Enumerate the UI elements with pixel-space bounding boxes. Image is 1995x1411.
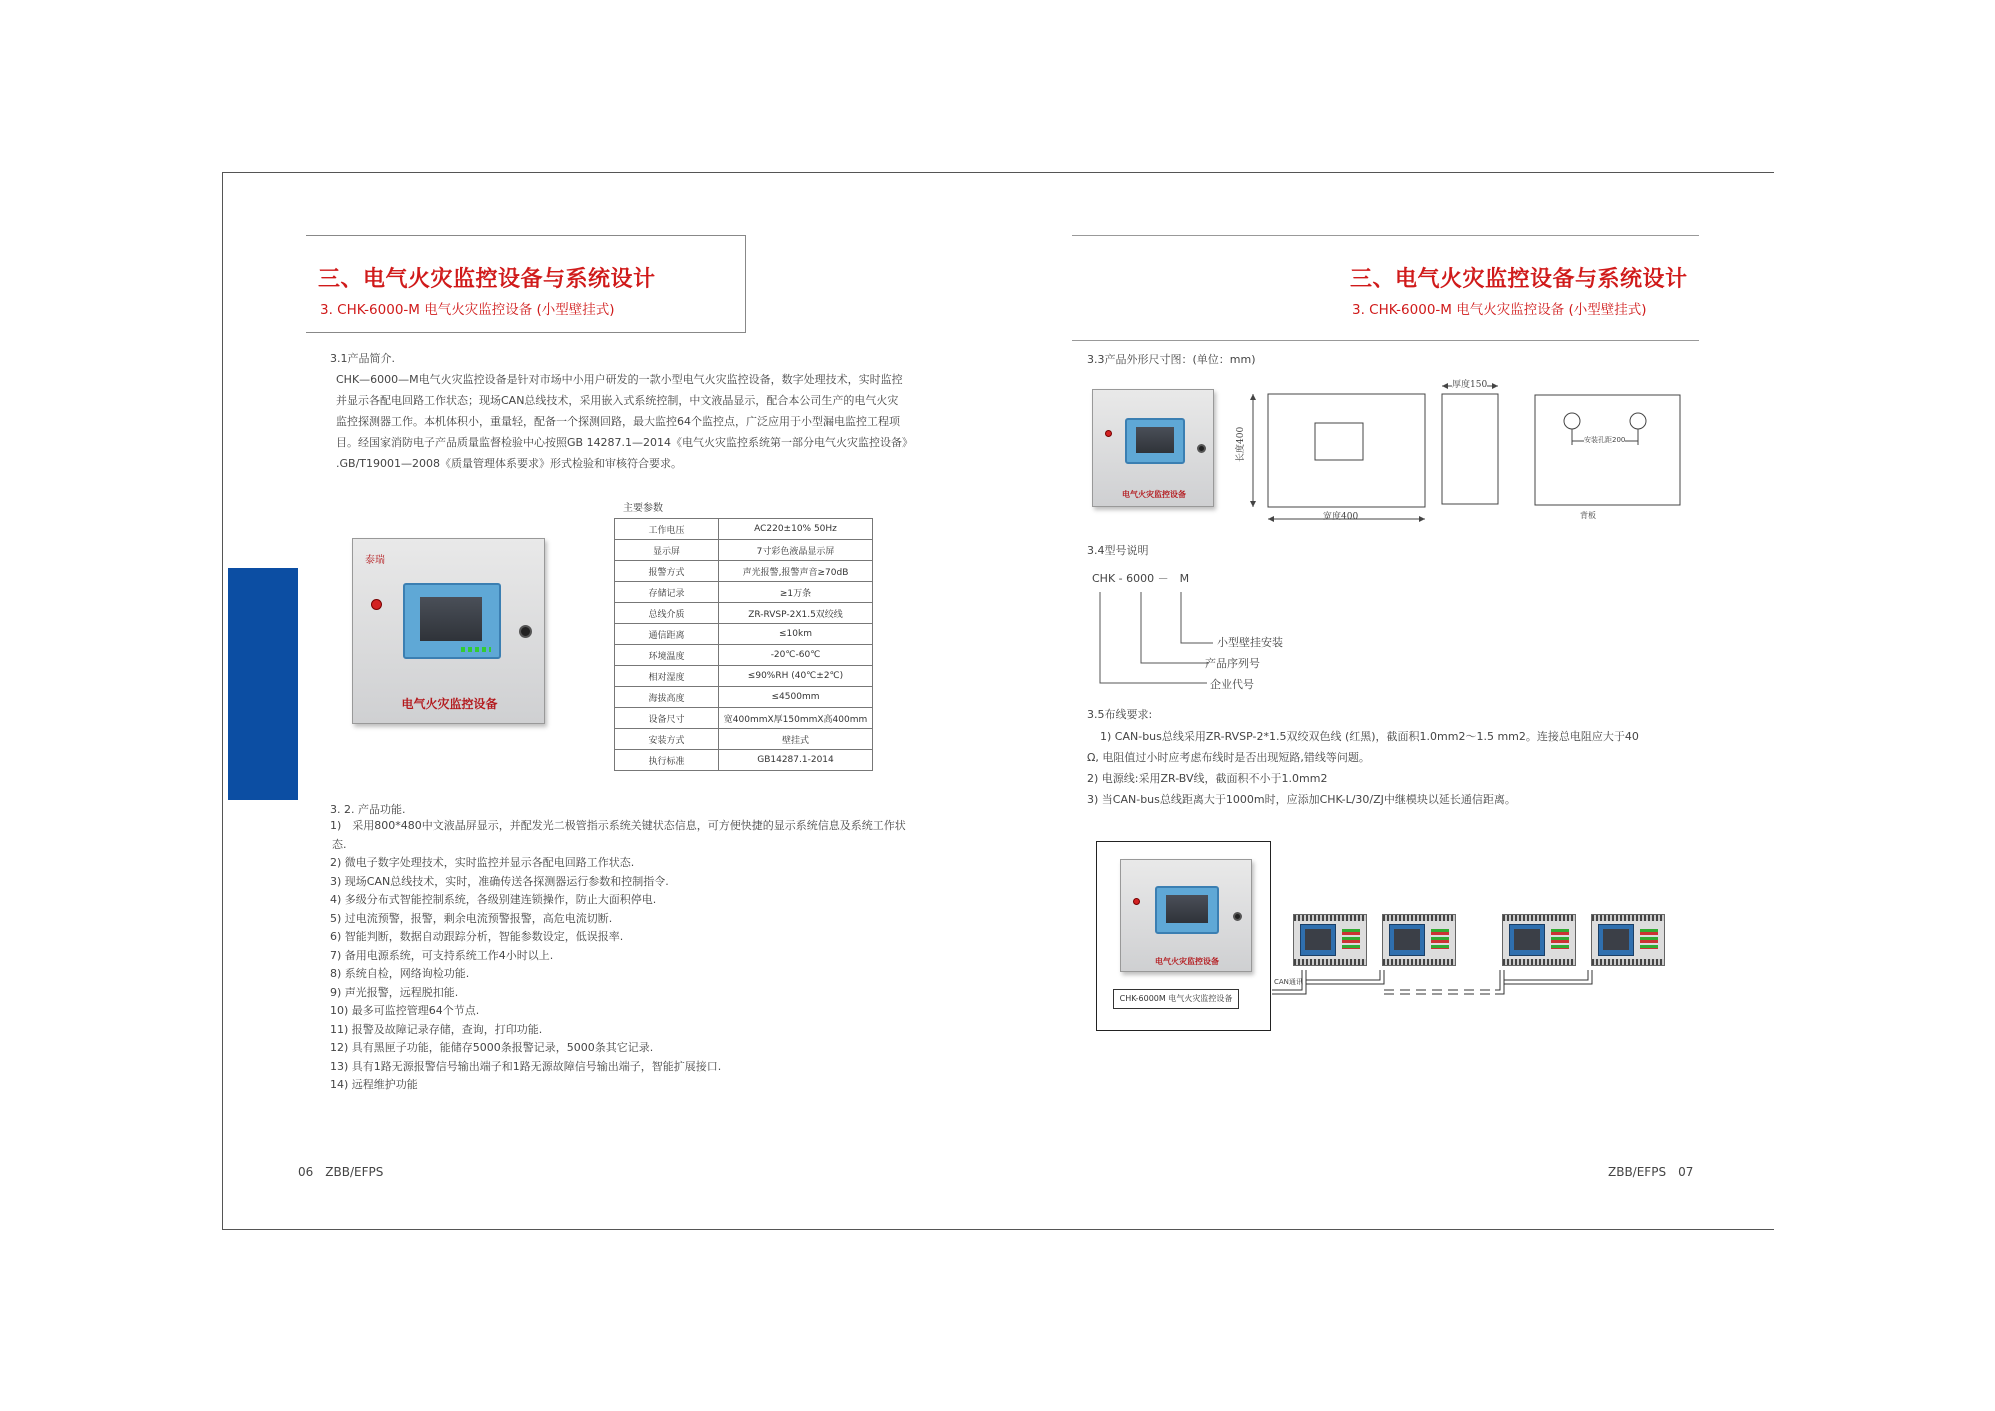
- spec-value: ≤90%RH (40℃±2℃): [719, 666, 873, 687]
- spec-key: 报警方式: [615, 561, 719, 582]
- right-page-subtitle: 3. CHK-6000-M 电气火灾监控设备 (小型壁挂式): [1352, 302, 1647, 318]
- page-frame-left: [222, 172, 223, 1230]
- func-item: 态.: [332, 837, 347, 851]
- spec-row: [615, 687, 873, 708]
- wiring-line-4: 3) 当CAN-bus总线距离大于1000m时，应添加CHK-L/30/ZJ中继模块以延长通信距离。: [1087, 793, 1516, 806]
- system-device-caption: CHK-6000M 电气火灾监控设备: [1113, 989, 1239, 1009]
- func-heading: 3. 2. 产品功能.: [330, 803, 406, 816]
- device-label-small: 电气火灾监控设备: [1122, 489, 1186, 499]
- spec-key: 相对湿度: [615, 666, 719, 687]
- spec-key: 安装方式: [615, 729, 719, 750]
- spec-value: ZR-RVSP-2X1.5双绞线: [719, 603, 873, 624]
- wiring-heading: 3.5布线要求:: [1087, 708, 1153, 721]
- front-dimension-drawing: [1245, 386, 1430, 526]
- spec-row: [615, 519, 873, 540]
- dim-width-label: 宽度400: [1323, 512, 1359, 522]
- spec-value: ≥1万条: [719, 582, 873, 603]
- func-item: 11) 报警及故障记录存储，查询，打印功能.: [330, 1022, 543, 1036]
- detector-module-2: [1382, 914, 1456, 966]
- spec-key: 海拔高度: [615, 687, 719, 708]
- right-footer: ZBB/EFPS 07: [1608, 1165, 1694, 1179]
- right-title-rule-top: [1072, 235, 1699, 236]
- dim-height-label: 长度400: [1236, 426, 1246, 462]
- model-heading: 3.4型号说明: [1087, 544, 1149, 557]
- spec-value: ≤4500mm: [719, 687, 873, 708]
- key-switch-icon: [1197, 444, 1206, 453]
- back-plate-drawing: [1532, 393, 1682, 507]
- spec-key: 总线介质: [615, 603, 719, 624]
- spec-row: [615, 645, 873, 666]
- func-item: 12) 具有黑匣子功能，能储存5000条报警记录，5000条其它记录.: [330, 1041, 654, 1054]
- system-device-label: 电气火灾监控设备: [1155, 956, 1219, 966]
- spec-key: 显示屏: [615, 540, 719, 561]
- intro-line: 监控探测器工作。本机体积小，重量轻，配备一个探测回路，最大监控64个监控点，广泛应用于小型漏电监控工程项: [336, 415, 900, 428]
- right-page-title: 三、电气火灾监控设备与系统设计: [1350, 267, 1688, 292]
- spec-row: [615, 603, 873, 624]
- alarm-indicator-icon: [1105, 430, 1112, 437]
- model-part-2: 产品序列号: [1205, 657, 1260, 670]
- spec-key: 执行标准: [615, 750, 719, 771]
- blue-side-tab: [228, 568, 298, 800]
- spec-value: 声光报警,报警声音≥70dB: [719, 561, 873, 582]
- intro-line: .GB/T19001—2008《质量管理体系要求》形式检验和审核符合要求。: [336, 457, 682, 470]
- func-item: 5) 过电流预警，报警，剩余电流预警报警，高危电流切断.: [330, 911, 613, 925]
- func-item: 13) 具有1路无源报警信号输出端子和1路无源故障信号输出端子，智能扩展接口.: [330, 1059, 722, 1073]
- dim-heading: 3.3产品外形尺寸图：(单位：mm): [1087, 353, 1256, 366]
- func-item: 14) 远程维护功能: [330, 1078, 418, 1091]
- spec-key: 存储记录: [615, 582, 719, 603]
- wiring-line-2: Ω, 电阻值过小时应考虑布线时是否出现短路,错线等问题。: [1087, 751, 1370, 764]
- device-logo: 泰瑞: [365, 555, 385, 566]
- alarm-indicator-icon: [371, 599, 382, 610]
- wiring-line-3: 2) 电源线:采用ZR-BV线，截面积不小于1.0mm2: [1087, 772, 1328, 785]
- intro-paragraph: [336, 369, 936, 474]
- spec-value: 宽400mmX厚150mmX高400mm: [719, 708, 873, 729]
- func-item: 10) 最多可监控管理64个节点.: [330, 1004, 480, 1017]
- model-part-1: 小型壁挂安装: [1217, 636, 1283, 649]
- detector-module-1: [1293, 914, 1367, 966]
- spec-value: 7寸彩色液晶显示屏: [719, 540, 873, 561]
- key-switch-icon: [519, 625, 532, 638]
- spec-key: 设备尺寸: [615, 708, 719, 729]
- intro-heading: 3.1产品简介.: [330, 352, 395, 365]
- left-footer: 06 ZBB/EFPS: [298, 1165, 384, 1179]
- back-plate-label: 背板: [1580, 511, 1596, 520]
- spec-row: [615, 666, 873, 687]
- spec-value: AC220±10% 50Hz: [719, 519, 873, 540]
- spec-value: ≤10km: [719, 624, 873, 645]
- spec-table: [614, 518, 873, 771]
- device-label: 电气火灾监控设备: [401, 697, 498, 711]
- device-photo-small: [1092, 389, 1214, 507]
- detector-module-3: [1502, 914, 1576, 966]
- intro-line: 目。经国家消防电子产品质量监督检验中心按照GB 14287.1—2014《电气火灾监控系统第一部分电气火灾监控设备》: [336, 436, 914, 449]
- spec-row: [615, 624, 873, 645]
- spec-row: [615, 582, 873, 603]
- page-frame-bottom: [222, 1229, 1774, 1230]
- dim-depth-label: 厚度150: [1452, 377, 1487, 390]
- dim-mount-label: 安装孔距200: [1584, 436, 1626, 444]
- can-bus-wiring: [1270, 960, 1710, 1030]
- func-item: 7) 备用电源系统，可支持系统工作4小时以上.: [330, 948, 554, 962]
- can-label: CAN通讯: [1274, 978, 1303, 986]
- func-item: 6) 智能判断，数据自动跟踪分析，智能参数设定，低误报率.: [330, 930, 624, 943]
- detector-module-4: [1591, 914, 1665, 966]
- model-part-3: 企业代号: [1210, 678, 1254, 691]
- spec-value: GB14287.1-2014: [719, 750, 873, 771]
- spec-row: [615, 729, 873, 750]
- right-title-rule-bottom: [1072, 340, 1699, 341]
- func-item: 8) 系统自检，网络询检功能.: [330, 967, 470, 980]
- spec-value: 壁挂式: [719, 729, 873, 750]
- spec-key: 通信距离: [615, 624, 719, 645]
- func-item: 1) 采用800*480中文液晶屏显示，并配发光二极管指示系统关键状态信息，可方便快捷的显示系统信息及系统工作状: [330, 819, 906, 832]
- device-screen: [403, 583, 501, 659]
- spec-row: [615, 708, 873, 729]
- system-device-photo: [1120, 859, 1252, 972]
- side-dimension-drawing: [1438, 378, 1504, 506]
- func-item: 4) 多级分布式智能控制系统，各级别建连锁操作，防止大面积停电.: [330, 893, 657, 906]
- key-switch-icon: [1233, 912, 1242, 921]
- device-photo: [352, 538, 545, 724]
- spec-value: -20℃-60℃: [719, 645, 873, 666]
- spec-heading: 主要参数: [623, 503, 663, 514]
- spec-key: 工作电压: [615, 519, 719, 540]
- intro-line: 并显示各配电回路工作状态；现场CAN总线技术，采用嵌入式系统控制，中文液晶显示，配合本公司生产的电气火灾: [336, 394, 899, 407]
- model-code: CHK - 6000 － M: [1092, 572, 1190, 585]
- spec-key: 环境温度: [615, 645, 719, 666]
- spec-row: [615, 540, 873, 561]
- intro-line: CHK—6000—M电气火灾监控设备是针对市场中小用户研发的一款小型电气火灾监控设备，数字处理技术，实时监控: [336, 373, 903, 386]
- wiring-line-1: 1) CAN-bus总线采用ZR-RVSP-2*1.5双绞双色线 (红黑)，截面积1.0mm2～1.5 mm2。连接总电阻应大于40: [1100, 730, 1639, 743]
- func-item: 2) 微电子数字处理技术，实时监控并显示各配电回路工作状态.: [330, 856, 635, 869]
- alarm-indicator-icon: [1133, 898, 1140, 905]
- func-item: 3) 现场CAN总线技术，实时，准确传送各探测器运行参数和控制指令.: [330, 874, 669, 888]
- spec-row: [615, 561, 873, 582]
- func-list: [330, 817, 950, 1095]
- left-page-subtitle: 3. CHK-6000-M 电气火灾监控设备 (小型壁挂式): [320, 302, 615, 318]
- func-item: 9) 声光报警，远程脱扣能.: [330, 985, 459, 999]
- left-page-title: 三、电气火灾监控设备与系统设计: [318, 267, 656, 292]
- page-frame-top: [222, 172, 1774, 173]
- spec-row: [615, 750, 873, 771]
